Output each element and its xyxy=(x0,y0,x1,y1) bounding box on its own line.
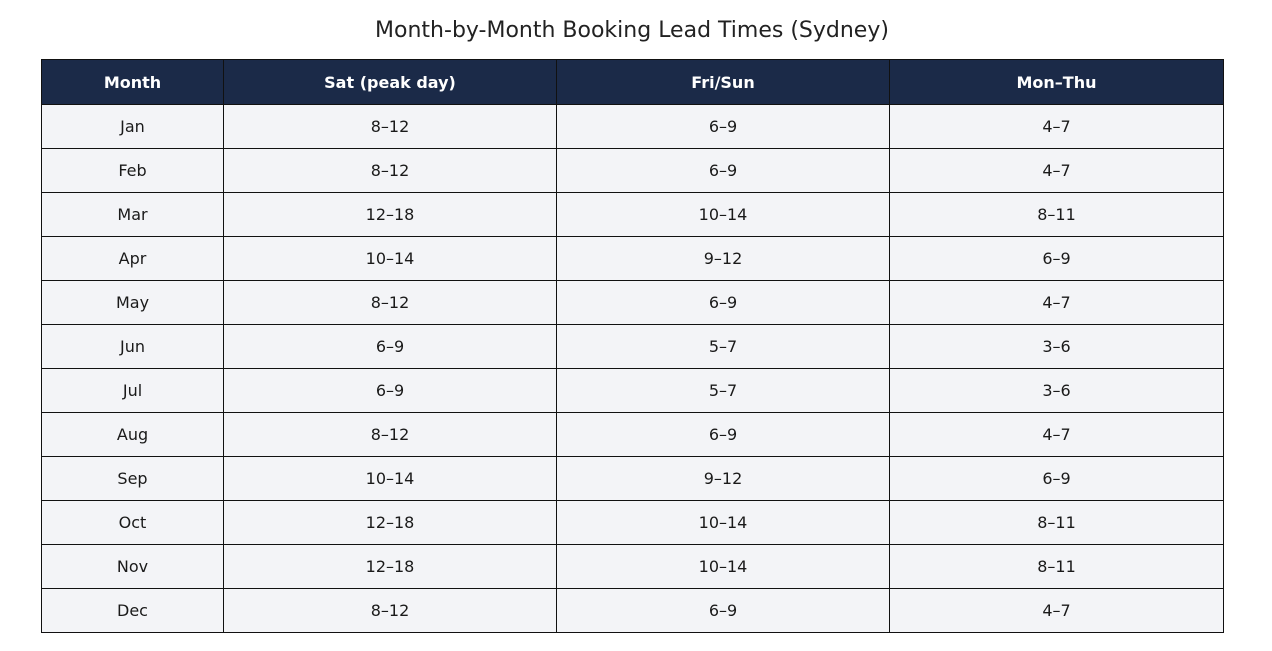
cell-sat-peak-day: 12–18 xyxy=(224,545,557,589)
table-body xyxy=(42,105,1224,633)
cell-sat-peak-day: 10–14 xyxy=(224,237,557,281)
cell-sat-peak-day: 6–9 xyxy=(224,325,557,369)
cell-sat-peak-day: 8–12 xyxy=(224,105,557,149)
cell-month: Nov xyxy=(42,545,224,589)
header-sat-peak-day: Sat (peak day) xyxy=(224,60,557,105)
cell-month: Jul xyxy=(42,369,224,413)
cell-fri-sun: 6–9 xyxy=(557,149,890,193)
cell-mon-thu: 6–9 xyxy=(890,237,1224,281)
table-row xyxy=(42,105,1224,149)
cell-fri-sun: 6–9 xyxy=(557,281,890,325)
cell-mon-thu: 4–7 xyxy=(890,589,1224,633)
cell-fri-sun: 6–9 xyxy=(557,413,890,457)
table-row xyxy=(42,457,1224,501)
cell-sat-peak-day: 12–18 xyxy=(224,501,557,545)
table-row xyxy=(42,501,1224,545)
cell-month: Jan xyxy=(42,105,224,149)
table-row xyxy=(42,237,1224,281)
table-row xyxy=(42,413,1224,457)
table-row xyxy=(42,589,1224,633)
cell-mon-thu: 8–11 xyxy=(890,545,1224,589)
table-row xyxy=(42,369,1224,413)
table-row xyxy=(42,325,1224,369)
cell-month: Sep xyxy=(42,457,224,501)
table-row xyxy=(42,545,1224,589)
cell-fri-sun: 9–12 xyxy=(557,237,890,281)
cell-mon-thu: 4–7 xyxy=(890,413,1224,457)
cell-fri-sun: 9–12 xyxy=(557,457,890,501)
cell-month: Aug xyxy=(42,413,224,457)
cell-sat-peak-day: 8–12 xyxy=(224,589,557,633)
header-mon-thu: Mon–Thu xyxy=(890,60,1224,105)
cell-mon-thu: 4–7 xyxy=(890,149,1224,193)
cell-month: Mar xyxy=(42,193,224,237)
cell-sat-peak-day: 10–14 xyxy=(224,457,557,501)
cell-mon-thu: 3–6 xyxy=(890,325,1224,369)
cell-mon-thu: 8–11 xyxy=(890,193,1224,237)
cell-month: Feb xyxy=(42,149,224,193)
cell-mon-thu: 8–11 xyxy=(890,501,1224,545)
chart-title: Month-by-Month Booking Lead Times (Sydney) xyxy=(375,18,889,43)
cell-sat-peak-day: 8–12 xyxy=(224,413,557,457)
header-fri-sun: Fri/Sun xyxy=(557,60,890,105)
cell-fri-sun: 6–9 xyxy=(557,589,890,633)
lead-times-table xyxy=(41,59,1224,633)
cell-sat-peak-day: 6–9 xyxy=(224,369,557,413)
cell-mon-thu: 6–9 xyxy=(890,457,1224,501)
cell-fri-sun: 6–9 xyxy=(557,105,890,149)
cell-fri-sun: 10–14 xyxy=(557,545,890,589)
cell-sat-peak-day: 12–18 xyxy=(224,193,557,237)
cell-sat-peak-day: 8–12 xyxy=(224,149,557,193)
cell-fri-sun: 5–7 xyxy=(557,325,890,369)
cell-fri-sun: 10–14 xyxy=(557,193,890,237)
cell-mon-thu: 4–7 xyxy=(890,281,1224,325)
cell-month: Oct xyxy=(42,501,224,545)
cell-fri-sun: 5–7 xyxy=(557,369,890,413)
cell-mon-thu: 4–7 xyxy=(890,105,1224,149)
cell-month: Apr xyxy=(42,237,224,281)
cell-month: May xyxy=(42,281,224,325)
table-row xyxy=(42,193,1224,237)
table-row xyxy=(42,149,1224,193)
header-month: Month xyxy=(42,60,224,105)
table-row xyxy=(42,281,1224,325)
cell-sat-peak-day: 8–12 xyxy=(224,281,557,325)
cell-month: Jun xyxy=(42,325,224,369)
cell-fri-sun: 10–14 xyxy=(557,501,890,545)
cell-mon-thu: 3–6 xyxy=(890,369,1224,413)
header-row xyxy=(42,60,1224,105)
cell-month: Dec xyxy=(42,589,224,633)
